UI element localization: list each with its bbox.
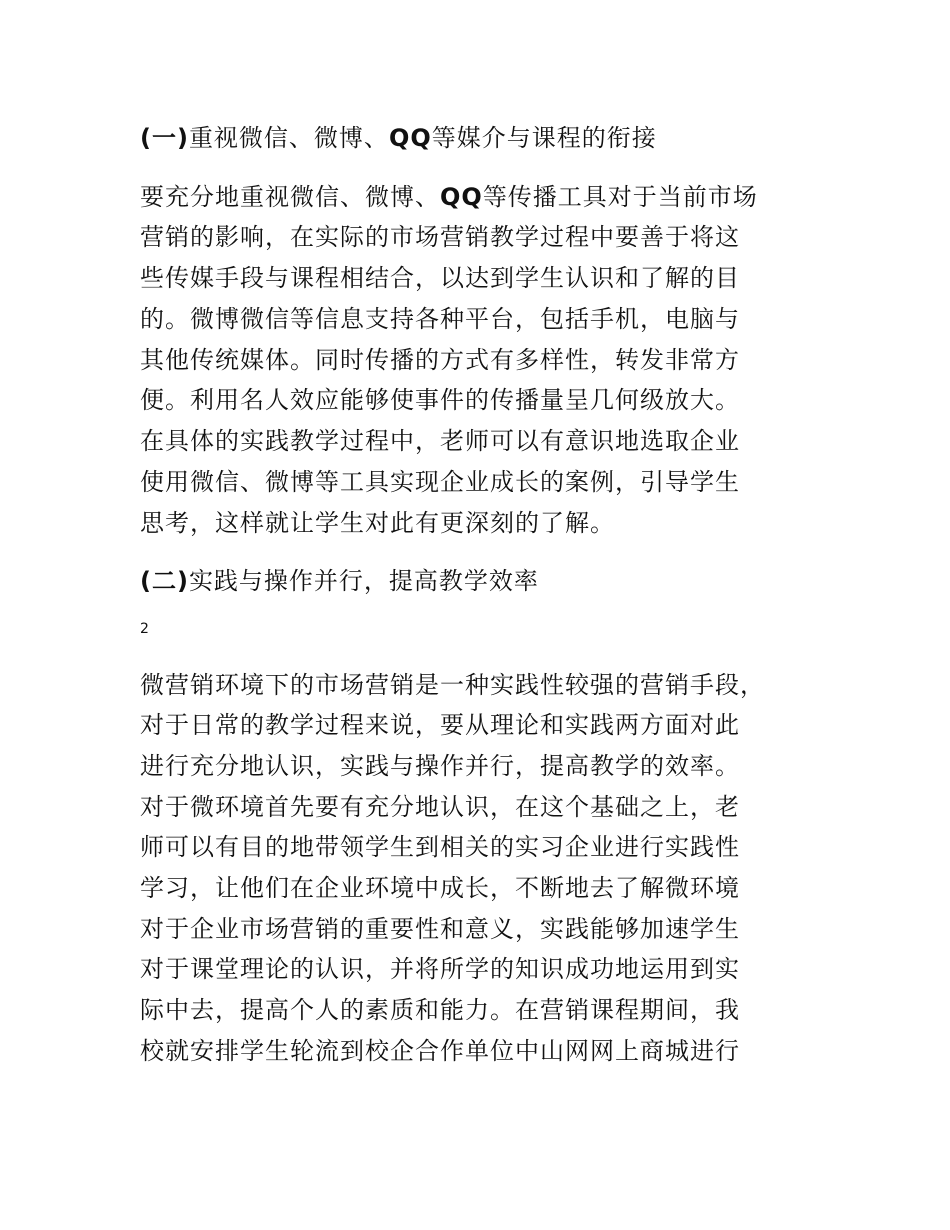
section-1-heading [140, 123, 657, 153]
section-1-paragraph-line [140, 182, 758, 212]
section-2-paragraph-line: 校就安排学生轮流到校企合作单位中山网网上商城进行 [140, 1037, 740, 1065]
section-1-paragraph-line: 的。微博微信等信息支持各种平台，包括手机，电脑与 [140, 305, 740, 333]
section-2-paragraph-line: 对于课堂理论的认识，并将所学的知识成功地运用到实 [140, 955, 740, 983]
section-1-heading-rest: 等媒介与课程的衔接 [431, 124, 657, 152]
section-2-paragraph-line: 师可以有目的地带领学生到相关的实习企业进行实践性 [140, 833, 740, 861]
section-1-heading-prefix: (一) [140, 124, 189, 152]
page-number: 2 [140, 621, 149, 637]
section-1-paragraph-line: 思考，这样就让学生对此有更深刻的了解。 [140, 509, 615, 537]
section-2-paragraph-line: 对于日常的教学过程来说，要从理论和实践两方面对此 [140, 711, 740, 739]
section-2-paragraph-line: 微营销环境下的市场营销是一种实践性较强的营销手段， [140, 671, 765, 699]
section-2-paragraph-line: 际中去，提高个人的素质和能力。在营销课程期间，我 [140, 996, 740, 1024]
section-1-paragraph-line: 其他传统媒体。同时传播的方式有多样性，转发非常方 [140, 346, 740, 374]
section-1-paragraph-line: 使用微信、微博等工具实现企业成长的案例，引导学生 [140, 468, 740, 496]
section-1-paragraph-line: 营销的影响，在实际的市场营销教学过程中要善于将这 [140, 223, 740, 251]
section-2-heading-rest: 实践与操作并行，提高教学效率 [188, 567, 539, 595]
para-line-1-rest: 等传播工具对于当前市场 [482, 183, 758, 211]
section-1-paragraph-line: 些传媒手段与课程相结合，以达到学生认识和了解的目 [140, 264, 740, 292]
para-line-1-qq: QQ [440, 183, 483, 211]
section-2-paragraph-line: 对于企业市场营销的重要性和意义，实践能够加速学生 [140, 915, 740, 943]
section-2-paragraph-line: 进行充分地认识，实践与操作并行，提高教学的效率。 [140, 752, 740, 780]
para-line-1-pre: 要充分地重视微信、微博、 [140, 183, 440, 211]
section-1-paragraph-line: 便。利用名人效应能够使事件的传播量呈几何级放大。 [140, 386, 740, 414]
section-1-heading-qq: QQ [388, 124, 432, 152]
section-1-heading-pre: 重视微信、微博、 [188, 124, 389, 152]
section-2-heading [140, 566, 539, 596]
section-2-heading-prefix: (二) [140, 567, 189, 595]
section-2-paragraph-line: 对于微环境首先要有充分地认识，在这个基础之上，老 [140, 793, 740, 821]
section-1-paragraph-line: 在具体的实践教学过程中，老师可以有意识地选取企业 [140, 427, 740, 455]
section-2-paragraph-line: 学习，让他们在企业环境中成长，不断地去了解微环境 [140, 874, 740, 902]
